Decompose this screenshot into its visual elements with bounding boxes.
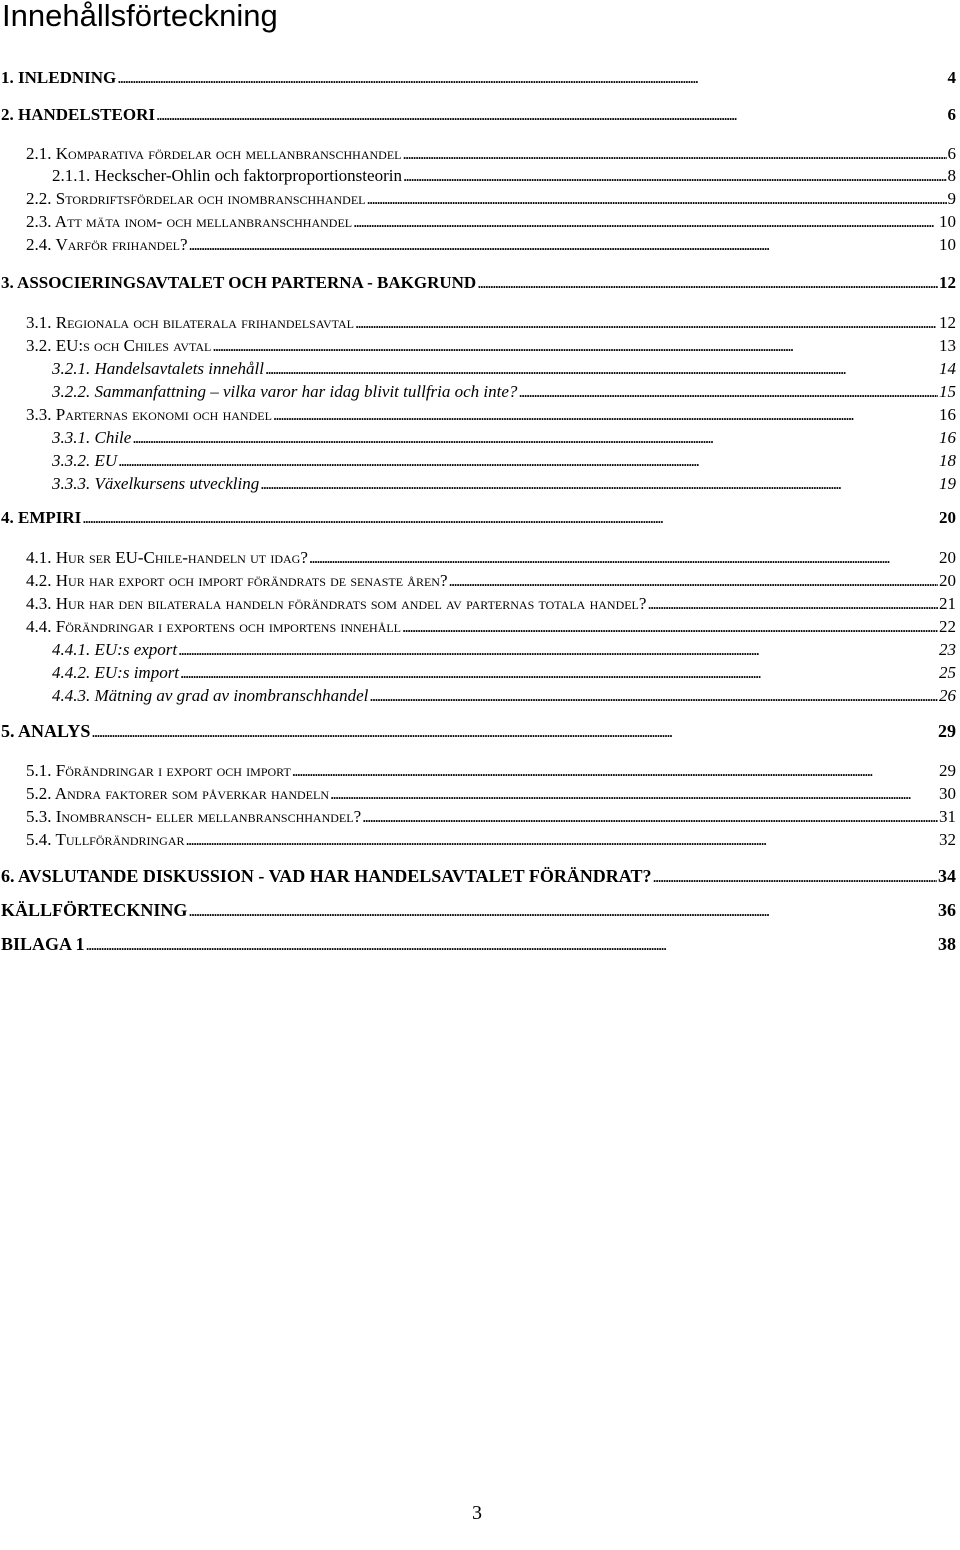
dot-leader <box>402 615 938 639</box>
toc-entry-label: 2.1.1. Heckscher-Ohlin och faktorproportionsteorin <box>52 166 402 185</box>
dot-leader <box>518 380 938 404</box>
toc-entry-page: 9 <box>947 189 956 208</box>
dot-leader <box>156 103 947 127</box>
toc-entry-page: 34 <box>938 866 956 886</box>
toc-entry-3-2[interactable] <box>26 334 956 358</box>
toc-entry-label: KÄLLFÖRTECKNING <box>1 900 188 920</box>
toc-entry-page: 38 <box>938 934 956 954</box>
dot-leader <box>292 759 938 783</box>
dot-leader <box>330 782 938 806</box>
toc-entry-label: 4.1. Hur ser EU-Chile-handeln ut idag? <box>26 548 308 567</box>
toc-entry-page: 32 <box>939 830 956 849</box>
dot-leader <box>652 865 937 889</box>
toc-entry-2-4[interactable] <box>26 233 956 257</box>
toc-entry-5-1[interactable] <box>26 759 956 783</box>
toc-entry-4-4[interactable] <box>26 615 956 639</box>
toc-entry-page: 16 <box>939 428 956 447</box>
dot-leader <box>265 357 938 381</box>
toc-entry-label: 2.3. Att mäta inom- och mellanbranschhandel <box>26 212 353 231</box>
dot-leader <box>86 933 937 957</box>
dot-leader <box>117 66 946 90</box>
toc-entry-label: 3.2.2. Sammanfattning – vilka varor har idag blivit tullfria och inte? <box>52 382 518 401</box>
dot-leader <box>362 805 938 829</box>
toc-entry-label: 2. HANDELSTEORI <box>1 105 155 124</box>
toc-entry-kallforteckning[interactable] <box>1 898 956 922</box>
toc-entry-1[interactable] <box>1 66 956 90</box>
dot-leader <box>91 720 937 744</box>
toc-entry-page: 21 <box>939 594 956 613</box>
toc-entry-2-1-1[interactable] <box>52 164 956 188</box>
dot-leader <box>353 210 938 234</box>
dot-leader <box>273 403 938 427</box>
toc-entry-2-1[interactable] <box>26 142 956 166</box>
toc-entry-4-4-1[interactable] <box>52 638 956 662</box>
toc-entry-page: 20 <box>939 548 956 567</box>
toc-entry-3-3[interactable] <box>26 403 956 427</box>
toc-entry-4-4-2[interactable] <box>52 661 956 685</box>
toc-entry-3[interactable] <box>1 271 956 295</box>
toc-entry-label: 4.4. Förändringar i exportens och importens innehåll <box>26 617 402 636</box>
toc-entry-label: 3.2. EU:s och Chiles avtal <box>26 336 212 355</box>
toc-entry-page: 4 <box>947 68 956 87</box>
toc-entry-label: 6. AVSLUTANDE DISKUSSION - VAD HAR HANDELSAVTALET FÖRÄNDRAT? <box>1 866 652 886</box>
dot-leader <box>82 506 938 530</box>
dot-leader <box>189 233 938 257</box>
toc-entry-label: 4.3. Hur har den bilaterala handeln förändrats som andel av parternas totala handel? <box>26 594 647 613</box>
toc-entry-page: 31 <box>939 807 956 826</box>
toc-entry-2-2[interactable] <box>26 187 956 211</box>
toc-entry-3-2-1[interactable] <box>52 357 956 381</box>
dot-leader <box>186 828 939 852</box>
toc-entry-page: 25 <box>939 663 956 682</box>
toc-entry-label: 2.4. Varför frihandel? <box>26 235 188 254</box>
toc-entry-page: 18 <box>939 451 956 470</box>
toc-entry-6[interactable] <box>1 864 956 888</box>
dot-leader <box>477 271 938 295</box>
dot-leader <box>118 449 938 473</box>
toc-entry-4-3[interactable] <box>26 592 956 616</box>
dot-leader <box>449 569 939 593</box>
toc-entry-label: 4.4.2. EU:s import <box>52 663 180 682</box>
dot-leader <box>132 426 938 450</box>
toc-entry-page: 29 <box>938 721 956 741</box>
toc-entry-label: 5.2. Andra faktorer som påverkar handeln <box>26 784 329 803</box>
toc-entry-page: 6 <box>947 144 956 163</box>
toc-entry-page: 20 <box>939 508 956 527</box>
toc-entry-label: 3.3.1. Chile <box>52 428 132 447</box>
toc-entry-bilaga-1[interactable] <box>1 932 956 956</box>
toc-entry-page: 12 <box>939 273 956 292</box>
toc-entry-page: 12 <box>939 313 956 332</box>
toc-entry-5-4[interactable] <box>26 828 956 852</box>
toc-entry-label: 3.3. Parternas ekonomi och handel <box>26 405 272 424</box>
dot-leader <box>369 684 938 708</box>
toc-entry-3-2-2[interactable] <box>52 380 956 404</box>
toc-entry-label: 3.2.1. Handelsavtalets innehåll <box>52 359 265 378</box>
page-number: 3 <box>472 1502 482 1524</box>
dot-leader <box>180 661 938 685</box>
toc-entry-page: 23 <box>939 640 956 659</box>
dot-leader <box>309 546 938 570</box>
toc-entry-page: 14 <box>939 359 956 378</box>
toc-entry-4-1[interactable] <box>26 546 956 570</box>
toc-entry-4-2[interactable] <box>26 569 956 593</box>
toc-entry-page: 10 <box>939 212 956 231</box>
page-title: Innehållsförteckning <box>2 0 278 33</box>
toc-entry-page: 29 <box>939 761 956 780</box>
toc-entry-label: 1. INLEDNING <box>1 68 117 87</box>
toc-entry-4[interactable] <box>1 506 956 530</box>
toc-entry-label: BILAGA 1 <box>1 934 85 954</box>
toc-entry-page: 26 <box>939 686 956 705</box>
toc-entry-4-4-3[interactable] <box>52 684 956 708</box>
dot-leader <box>403 164 947 188</box>
dot-leader <box>188 899 937 923</box>
toc-entry-2[interactable] <box>1 103 956 127</box>
toc-entry-label: 4.2. Hur har export och import förändrats de senaste åren? <box>26 571 448 590</box>
toc-entry-3-3-3[interactable] <box>52 472 956 496</box>
toc-entry-label: 4. EMPIRI <box>1 508 82 527</box>
toc-entry-label: 2.1. Komparativa fördelar och mellanbranschhandel <box>26 144 402 163</box>
toc-entry-page: 8 <box>947 166 956 185</box>
toc-entry-label: 3. ASSOCIERINGSAVTALET OCH PARTERNA - BAKGRUND <box>1 273 477 292</box>
dot-leader <box>402 142 946 166</box>
toc-entry-page: 16 <box>939 405 956 424</box>
toc-entry-page: 15 <box>939 382 956 401</box>
toc-entry-label: 3.1. Regionala och bilaterala frihandelsavtal <box>26 313 354 332</box>
toc-entry-label: 3.3.3. Växelkursens utveckling <box>52 474 260 493</box>
toc-entry-3-1[interactable] <box>26 311 956 335</box>
dot-leader <box>647 592 938 616</box>
dot-leader <box>178 638 938 662</box>
toc-entry-label: 5. ANALYS <box>1 721 91 741</box>
toc-entry-page: 36 <box>938 900 956 920</box>
toc-entry-label: 4.4.3. Mätning av grad av inombranschhandel <box>52 686 369 705</box>
dot-leader <box>355 311 938 335</box>
toc-entry-page: 19 <box>939 474 956 493</box>
toc-entry-label: 4.4.1. EU:s export <box>52 640 178 659</box>
toc-entry-label: 5.1. Förändringar i export och import <box>26 761 291 780</box>
toc-entry-5[interactable] <box>1 719 956 743</box>
dot-leader <box>212 334 938 358</box>
toc-entry-page: 30 <box>939 784 956 803</box>
toc-entry-label: 5.3. Inombransch- eller mellanbranschhandel? <box>26 807 362 826</box>
toc-entry-3-3-1[interactable] <box>52 426 956 450</box>
toc-entry-3-3-2[interactable] <box>52 449 956 473</box>
toc-entry-page: 20 <box>939 571 956 590</box>
toc-entry-2-3[interactable] <box>26 210 956 234</box>
toc-entry-label: 3.3.2. EU <box>52 451 118 470</box>
toc-entry-5-3[interactable] <box>26 805 956 829</box>
toc-entry-label: 2.2. Stordriftsfördelar och inombranschhandel <box>26 189 366 208</box>
toc-entry-page: 6 <box>947 105 956 124</box>
dot-leader <box>367 187 947 211</box>
toc-entry-label: 5.4. Tullförändringar <box>26 830 185 849</box>
dot-leader <box>260 472 938 496</box>
toc-entry-page: 10 <box>939 235 956 254</box>
toc-entry-page: 13 <box>939 336 956 355</box>
toc-entry-page: 22 <box>939 617 956 636</box>
toc-entry-5-2[interactable] <box>26 782 956 806</box>
